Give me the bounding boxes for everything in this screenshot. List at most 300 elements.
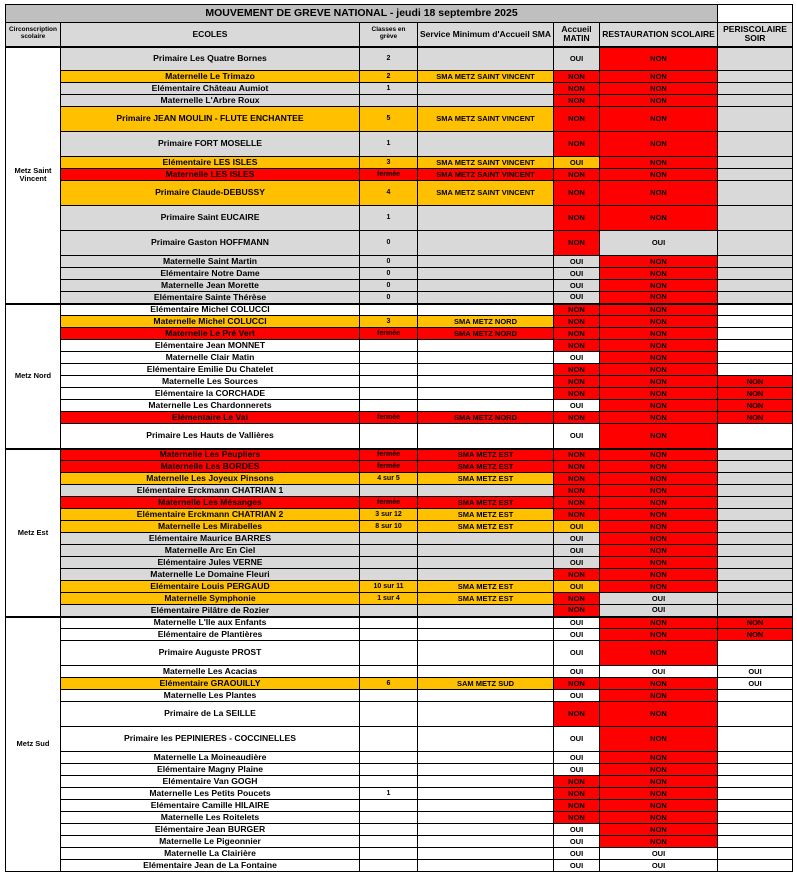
classes-on-strike: 8 sur 10 <box>360 521 418 533</box>
sma-service: SMA METZ EST <box>418 593 554 605</box>
classes-on-strike: 2 <box>360 71 418 83</box>
sma-service <box>418 352 554 364</box>
periscolaire-status <box>718 581 793 593</box>
periscolaire-status <box>718 95 793 107</box>
classes-on-strike: 2 <box>360 47 418 71</box>
periscolaire-status <box>718 132 793 157</box>
periscolaire-status <box>718 340 793 352</box>
accueil-matin-status: OUI <box>554 824 600 836</box>
classes-on-strike: 1 <box>360 132 418 157</box>
periscolaire-status: OUI <box>718 666 793 678</box>
accueil-matin-status: NON <box>554 702 600 727</box>
school-name: Elémentaire Michel COLUCCI <box>61 304 360 316</box>
table-row <box>6 776 793 788</box>
restauration-status: NON <box>600 280 718 292</box>
school-name: Elémentaire Notre Dame <box>61 268 360 280</box>
periscolaire-status <box>718 181 793 206</box>
school-name: Maternelle Les Acacias <box>61 666 360 678</box>
periscolaire-status <box>718 690 793 702</box>
school-name: Maternelle Les Chardonnerets <box>61 400 360 412</box>
periscolaire-status <box>718 304 793 316</box>
restauration-status: NON <box>600 292 718 304</box>
periscolaire-status <box>718 800 793 812</box>
table-row <box>6 485 793 497</box>
school-name: Elémentaire Sainte Thérèse <box>61 292 360 304</box>
restauration-status: NON <box>600 352 718 364</box>
classes-on-strike: 6 <box>360 678 418 690</box>
table-row <box>6 497 793 509</box>
school-name: Maternelle La Clairière <box>61 848 360 860</box>
table-row <box>6 157 793 169</box>
periscolaire-status: NON <box>718 412 793 424</box>
classes-on-strike: 5 <box>360 107 418 132</box>
table-row <box>6 509 793 521</box>
school-name: Maternelle L'Arbre Roux <box>61 95 360 107</box>
school-name: Elémentaire Magny Plaine <box>61 764 360 776</box>
school-name: Maternelle Le Pigeonnier <box>61 836 360 848</box>
accueil-matin-status: OUI <box>554 521 600 533</box>
sma-service <box>418 605 554 617</box>
accueil-matin-status: NON <box>554 485 600 497</box>
classes-on-strike <box>360 764 418 776</box>
table-row <box>6 702 793 727</box>
classes-on-strike <box>360 860 418 872</box>
restauration-status: NON <box>600 83 718 95</box>
restauration-status: NON <box>600 95 718 107</box>
school-name: Maternelle LES ISLES <box>61 169 360 181</box>
accueil-matin-status: NON <box>554 388 600 400</box>
table-row <box>6 461 793 473</box>
classes-on-strike <box>360 388 418 400</box>
periscolaire-status <box>718 47 793 71</box>
periscolaire-status <box>718 593 793 605</box>
sma-service <box>418 424 554 449</box>
periscolaire-status <box>718 752 793 764</box>
school-name: Maternelle La Moineaudière <box>61 752 360 764</box>
title-row <box>6 5 793 23</box>
sma-service <box>418 400 554 412</box>
school-name: Elémentaire LES ISLES <box>61 157 360 169</box>
school-name: Primaire Saint EUCAIRE <box>61 206 360 231</box>
classes-on-strike <box>360 605 418 617</box>
periscolaire-status <box>718 473 793 485</box>
circonscription-name: Metz Est <box>6 449 61 617</box>
classes-on-strike: 0 <box>360 280 418 292</box>
classes-on-strike <box>360 569 418 581</box>
school-name: Elémentaire Louis PERGAUD <box>61 581 360 593</box>
periscolaire-status <box>718 461 793 473</box>
sma-service: SMA METZ SAINT VINCENT <box>418 71 554 83</box>
periscolaire-status: NON <box>718 617 793 629</box>
table-row <box>6 364 793 376</box>
table-row <box>6 860 793 872</box>
accueil-matin-status: OUI <box>554 268 600 280</box>
sma-service <box>418 812 554 824</box>
classes-on-strike <box>360 95 418 107</box>
classes-on-strike <box>360 836 418 848</box>
school-name: Primaire Claude-DEBUSSY <box>61 181 360 206</box>
sma-service <box>418 776 554 788</box>
sma-service: SMA METZ SAINT VINCENT <box>418 169 554 181</box>
classes-on-strike <box>360 533 418 545</box>
periscolaire-status <box>718 545 793 557</box>
sma-service <box>418 545 554 557</box>
sma-service <box>418 485 554 497</box>
classes-on-strike: 1 sur 4 <box>360 593 418 605</box>
sma-service <box>418 836 554 848</box>
classes-on-strike <box>360 702 418 727</box>
periscolaire-status <box>718 848 793 860</box>
table-row <box>6 292 793 304</box>
school-name: Elémentaire Château Aumiot <box>61 83 360 95</box>
periscolaire-status: NON <box>718 388 793 400</box>
restauration-status: NON <box>600 678 718 690</box>
school-name: Primaire de La SEILLE <box>61 702 360 727</box>
accueil-matin-status: NON <box>554 449 600 461</box>
restauration-status: NON <box>600 788 718 800</box>
school-name: Primaire les PEPINIERES - COCCINELLES <box>61 727 360 752</box>
restauration-status: OUI <box>600 666 718 678</box>
periscolaire-status <box>718 157 793 169</box>
sma-service: SMA METZ EST <box>418 509 554 521</box>
table-row <box>6 280 793 292</box>
accueil-matin-status: OUI <box>554 690 600 702</box>
restauration-status: NON <box>600 449 718 461</box>
restauration-status: NON <box>600 824 718 836</box>
school-name: Maternelle Les Roitelets <box>61 812 360 824</box>
classes-on-strike: 0 <box>360 268 418 280</box>
periscolaire-status <box>718 776 793 788</box>
classes-on-strike <box>360 848 418 860</box>
classes-on-strike <box>360 776 418 788</box>
table-row <box>6 727 793 752</box>
accueil-matin-status: OUI <box>554 764 600 776</box>
accueil-matin-status: OUI <box>554 424 600 449</box>
accueil-matin-status: NON <box>554 678 600 690</box>
accueil-matin-status: NON <box>554 593 600 605</box>
restauration-status: NON <box>600 328 718 340</box>
table-row <box>6 316 793 328</box>
classes-on-strike <box>360 364 418 376</box>
table-row <box>6 824 793 836</box>
classes-on-strike <box>360 400 418 412</box>
classes-on-strike <box>360 545 418 557</box>
restauration-status: NON <box>600 812 718 824</box>
restauration-status: NON <box>600 836 718 848</box>
table-row <box>6 690 793 702</box>
accueil-matin-status: OUI <box>554 629 600 641</box>
classes-on-strike <box>360 340 418 352</box>
accueil-matin-status: OUI <box>554 256 600 268</box>
table-row <box>6 352 793 364</box>
table-row <box>6 812 793 824</box>
title-row-blank <box>718 5 793 23</box>
classes-on-strike: fermée <box>360 497 418 509</box>
classes-on-strike: fermée <box>360 449 418 461</box>
table-row <box>6 533 793 545</box>
restauration-status: NON <box>600 727 718 752</box>
periscolaire-status <box>718 812 793 824</box>
restauration-status: NON <box>600 629 718 641</box>
accueil-matin-status: NON <box>554 788 600 800</box>
classes-on-strike <box>360 824 418 836</box>
accueil-matin-status: NON <box>554 461 600 473</box>
accueil-matin-status: OUI <box>554 836 600 848</box>
sma-service <box>418 641 554 666</box>
sma-service <box>418 727 554 752</box>
school-name: Primaire JEAN MOULIN - FLUTE ENCHANTEE <box>61 107 360 132</box>
restauration-status: NON <box>600 71 718 83</box>
classes-on-strike <box>360 352 418 364</box>
header-classes: Classes en grève <box>360 23 418 47</box>
table-row <box>6 181 793 206</box>
table-row <box>6 424 793 449</box>
accueil-matin-status: OUI <box>554 860 600 872</box>
accueil-matin-status: OUI <box>554 533 600 545</box>
periscolaire-status <box>718 605 793 617</box>
table-row <box>6 340 793 352</box>
school-name: Maternelle Le Domaine Fleuri <box>61 569 360 581</box>
periscolaire-status <box>718 824 793 836</box>
accueil-matin-status: NON <box>554 509 600 521</box>
periscolaire-status <box>718 533 793 545</box>
restauration-status: NON <box>600 776 718 788</box>
restauration-status: NON <box>600 47 718 71</box>
table-row <box>6 169 793 181</box>
periscolaire-status <box>718 449 793 461</box>
header-ecoles: ECOLES <box>61 23 360 47</box>
table-row <box>6 107 793 132</box>
school-name: Maternelle Le Pré Vert <box>61 328 360 340</box>
accueil-matin-status: NON <box>554 107 600 132</box>
restauration-status: OUI <box>600 848 718 860</box>
school-name: Elémentaire Emilie Du Chatelet <box>61 364 360 376</box>
accueil-matin-status: NON <box>554 316 600 328</box>
periscolaire-status <box>718 860 793 872</box>
accueil-matin-status: OUI <box>554 727 600 752</box>
restauration-status: NON <box>600 400 718 412</box>
page-title: MOUVEMENT DE GREVE NATIONAL - jeudi 18 septembre 2025 <box>6 5 718 23</box>
school-name: Elémentaire de Plantières <box>61 629 360 641</box>
restauration-status: NON <box>600 497 718 509</box>
classes-on-strike <box>360 617 418 629</box>
periscolaire-status <box>718 424 793 449</box>
accueil-matin-status: OUI <box>554 752 600 764</box>
table-row <box>6 449 793 461</box>
sma-service <box>418 83 554 95</box>
school-name: Maternelle Clair Matin <box>61 352 360 364</box>
accueil-matin-status: OUI <box>554 545 600 557</box>
table-row <box>6 788 793 800</box>
accueil-matin-status: NON <box>554 231 600 256</box>
sma-service <box>418 848 554 860</box>
accueil-matin-status: NON <box>554 132 600 157</box>
accueil-matin-status: OUI <box>554 641 600 666</box>
header-sma: Service Minimum d'Accueil SMA <box>418 23 554 47</box>
school-name: Maternelle L'Ile aux Enfants <box>61 617 360 629</box>
classes-on-strike <box>360 752 418 764</box>
classes-on-strike <box>360 812 418 824</box>
accueil-matin-status: NON <box>554 83 600 95</box>
accueil-matin-status: NON <box>554 473 600 485</box>
accueil-matin-status: NON <box>554 376 600 388</box>
restauration-status: NON <box>600 169 718 181</box>
school-name: Maternelle Les Joyeux Pinsons <box>61 473 360 485</box>
classes-on-strike <box>360 629 418 641</box>
school-name: Elémentaire Jules VERNE <box>61 557 360 569</box>
table-row <box>6 132 793 157</box>
accueil-matin-status: OUI <box>554 581 600 593</box>
restauration-status: NON <box>600 800 718 812</box>
classes-on-strike: fermée <box>360 328 418 340</box>
sma-service: SAM METZ SUD <box>418 678 554 690</box>
sma-service <box>418 702 554 727</box>
table-row <box>6 304 793 316</box>
accueil-matin-status: OUI <box>554 47 600 71</box>
header-restauration: RESTAURATION SCOLAIRE <box>600 23 718 47</box>
school-name: Maternelle Les Petits Poucets <box>61 788 360 800</box>
school-name: Maternelle Symphonie <box>61 593 360 605</box>
accueil-matin-status: NON <box>554 800 600 812</box>
periscolaire-status <box>718 83 793 95</box>
school-name: Maternelle Michel COLUCCI <box>61 316 360 328</box>
restauration-status: NON <box>600 132 718 157</box>
classes-on-strike: 0 <box>360 231 418 256</box>
sma-service <box>418 364 554 376</box>
sma-service <box>418 231 554 256</box>
table-row <box>6 557 793 569</box>
restauration-status: NON <box>600 157 718 169</box>
sma-service <box>418 95 554 107</box>
restauration-status: NON <box>600 545 718 557</box>
restauration-status: NON <box>600 764 718 776</box>
accueil-matin-status: NON <box>554 569 600 581</box>
sma-service <box>418 292 554 304</box>
sma-service <box>418 752 554 764</box>
periscolaire-status <box>718 292 793 304</box>
school-name: Maternelle Jean Morette <box>61 280 360 292</box>
table-row <box>6 593 793 605</box>
restauration-status: NON <box>600 521 718 533</box>
restauration-status: NON <box>600 268 718 280</box>
sma-service: SMA METZ EST <box>418 521 554 533</box>
periscolaire-status: OUI <box>718 678 793 690</box>
restauration-status: NON <box>600 424 718 449</box>
restauration-status: NON <box>600 752 718 764</box>
classes-on-strike: 3 sur 12 <box>360 509 418 521</box>
school-name: Elémentaire Jean MONNET <box>61 340 360 352</box>
sma-service <box>418 256 554 268</box>
classes-on-strike: 1 <box>360 788 418 800</box>
table-row <box>6 256 793 268</box>
school-name: Maternelle Les Plantes <box>61 690 360 702</box>
header-circonscription: Circonscription scolaire <box>6 23 61 47</box>
school-name: Elémentaire la CORCHADE <box>61 388 360 400</box>
table-row <box>6 836 793 848</box>
sma-service: SMA METZ NORD <box>418 412 554 424</box>
school-name: Maternelle Les BORDES <box>61 461 360 473</box>
restauration-status: NON <box>600 316 718 328</box>
table-row <box>6 666 793 678</box>
table-row <box>6 641 793 666</box>
accueil-matin-status: NON <box>554 328 600 340</box>
classes-on-strike: 0 <box>360 292 418 304</box>
sma-service: SMA METZ EST <box>418 497 554 509</box>
classes-on-strike <box>360 641 418 666</box>
classes-on-strike: 4 sur 5 <box>360 473 418 485</box>
sma-service <box>418 800 554 812</box>
classes-on-strike: fermée <box>360 461 418 473</box>
periscolaire-status <box>718 702 793 727</box>
school-name: Elémentaire Pilâtre de Rozier <box>61 605 360 617</box>
accueil-matin-status: NON <box>554 412 600 424</box>
table-row <box>6 328 793 340</box>
table-row <box>6 95 793 107</box>
accueil-matin-status: OUI <box>554 666 600 678</box>
periscolaire-status <box>718 788 793 800</box>
sma-service <box>418 533 554 545</box>
restauration-status: NON <box>600 509 718 521</box>
accueil-matin-status: NON <box>554 497 600 509</box>
header-accueil: Accueil MATIN <box>554 23 600 47</box>
sma-service: SMA METZ EST <box>418 473 554 485</box>
school-name: Elémentaire Erckmann CHATRIAN 1 <box>61 485 360 497</box>
accueil-matin-status: NON <box>554 206 600 231</box>
restauration-status: NON <box>600 340 718 352</box>
table-row <box>6 47 793 71</box>
sma-service <box>418 280 554 292</box>
table-row <box>6 521 793 533</box>
sma-service <box>418 617 554 629</box>
restauration-status: OUI <box>600 593 718 605</box>
accueil-matin-status: NON <box>554 340 600 352</box>
accueil-matin-status: OUI <box>554 352 600 364</box>
restauration-status: NON <box>600 364 718 376</box>
restauration-status: NON <box>600 412 718 424</box>
restauration-status: NON <box>600 473 718 485</box>
table-row <box>6 764 793 776</box>
sma-service <box>418 569 554 581</box>
school-name: Primaire FORT MOSELLE <box>61 132 360 157</box>
sma-service <box>418 340 554 352</box>
periscolaire-status <box>718 206 793 231</box>
table-row <box>6 848 793 860</box>
table-row <box>6 83 793 95</box>
sma-service <box>418 860 554 872</box>
accueil-matin-status: OUI <box>554 157 600 169</box>
table-row <box>6 629 793 641</box>
accueil-matin-status: OUI <box>554 400 600 412</box>
table-row <box>6 569 793 581</box>
accueil-matin-status: NON <box>554 776 600 788</box>
sma-service: SMA METZ NORD <box>418 328 554 340</box>
classes-on-strike: 4 <box>360 181 418 206</box>
periscolaire-status: NON <box>718 629 793 641</box>
circonscription-name: Metz Nord <box>6 304 61 449</box>
classes-on-strike <box>360 800 418 812</box>
school-name: Primaire Les Hauts de Vallières <box>61 424 360 449</box>
table-row <box>6 268 793 280</box>
accueil-matin-status: OUI <box>554 557 600 569</box>
accueil-matin-status: NON <box>554 304 600 316</box>
school-name: Primaire Gaston HOFFMANN <box>61 231 360 256</box>
school-name: Maternelle Les Mésanges <box>61 497 360 509</box>
accueil-matin-status: OUI <box>554 617 600 629</box>
accueil-matin-status: NON <box>554 812 600 824</box>
periscolaire-status <box>718 328 793 340</box>
classes-on-strike: 1 <box>360 206 418 231</box>
circonscription-name: Metz Sud <box>6 617 61 872</box>
